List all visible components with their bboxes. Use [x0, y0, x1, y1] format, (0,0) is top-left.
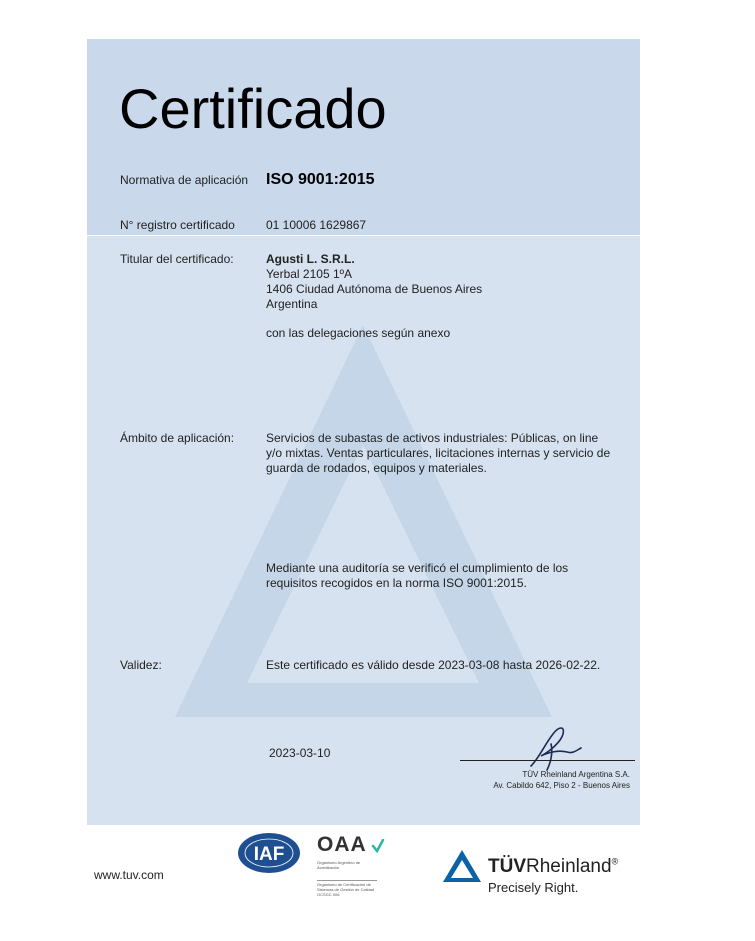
oaa-logo — [317, 833, 385, 857]
validity-text: Este certificado es válido desde 2023-03-08 hasta 2026-02-22. — [266, 658, 601, 672]
oaa-check-icon — [371, 839, 385, 853]
tuv-triangle-logo — [442, 849, 482, 883]
scope-line2: y/o mixtas. Ventas particulares, licitaciones internas y servicio de — [266, 446, 611, 460]
holder-label: Titular del certificado: — [120, 252, 234, 266]
signature-line — [460, 760, 635, 761]
registry-label: N° registro certificado — [120, 218, 235, 232]
iaf-wordmark: IAF — [253, 844, 285, 865]
oaa-wordmark: OAA — [317, 833, 367, 856]
tuv-brand — [488, 856, 618, 878]
audit-line1: Mediante una auditoría se verificó el cumplimiento de los — [266, 561, 569, 575]
website-link[interactable]: www.tuv.com — [94, 868, 164, 882]
registered-mark: ® — [611, 856, 619, 867]
brand-rest: Rheinland — [526, 856, 612, 877]
standard-label: Normativa de aplicación — [120, 173, 249, 187]
holder-block — [266, 252, 482, 312]
scope-line1: Servicios de subastas de activos industriales: Públicas, on line — [266, 431, 599, 445]
iaf-seal — [236, 831, 302, 875]
audit-text — [266, 561, 568, 591]
issuer-name: TÜV Rheinland Argentina S.A. — [522, 770, 630, 779]
certificate-title: Certificado — [119, 77, 387, 140]
issue-date: 2023-03-10 — [269, 746, 331, 760]
audit-line2: requisitos recogidos en la norma ISO 9001:2015. — [266, 576, 527, 590]
holder-name: Agusti L. S.R.L. — [266, 252, 355, 266]
scope-text — [266, 431, 610, 476]
brand-bold: TÜV — [488, 856, 526, 877]
scope-line3: guarda de rodados, equipos y materiales. — [266, 461, 487, 475]
issuer-block — [450, 769, 630, 791]
scope-label: Ámbito de aplicación: — [120, 431, 235, 445]
holder-address-line1: Yerbal 2105 1ºA — [266, 267, 353, 281]
holder-delegations: con las delegaciones según anexo — [266, 326, 451, 340]
signature — [525, 722, 585, 774]
holder-address-line2: 1406 Ciudad Autónoma de Buenos Aires — [266, 282, 483, 296]
holder-country: Argentina — [266, 297, 318, 311]
issuer-address: Av. Cabildo 642, Piso 2 - Buenos Aires — [493, 781, 630, 790]
validity-label: Validez: — [120, 658, 162, 672]
oaa-caption-1: Organismo Argentino de Acreditación — [317, 860, 361, 870]
brand-slogan: Precisely Right. — [488, 880, 579, 895]
registry-value: 01 10006 1629867 — [266, 218, 367, 232]
oaa-caption-2: Organismo de Certificación de Sistemas de Gestión de Calidad OCSGC 006 — [317, 880, 377, 897]
standard-value: ISO 9001:2015 — [266, 171, 375, 188]
